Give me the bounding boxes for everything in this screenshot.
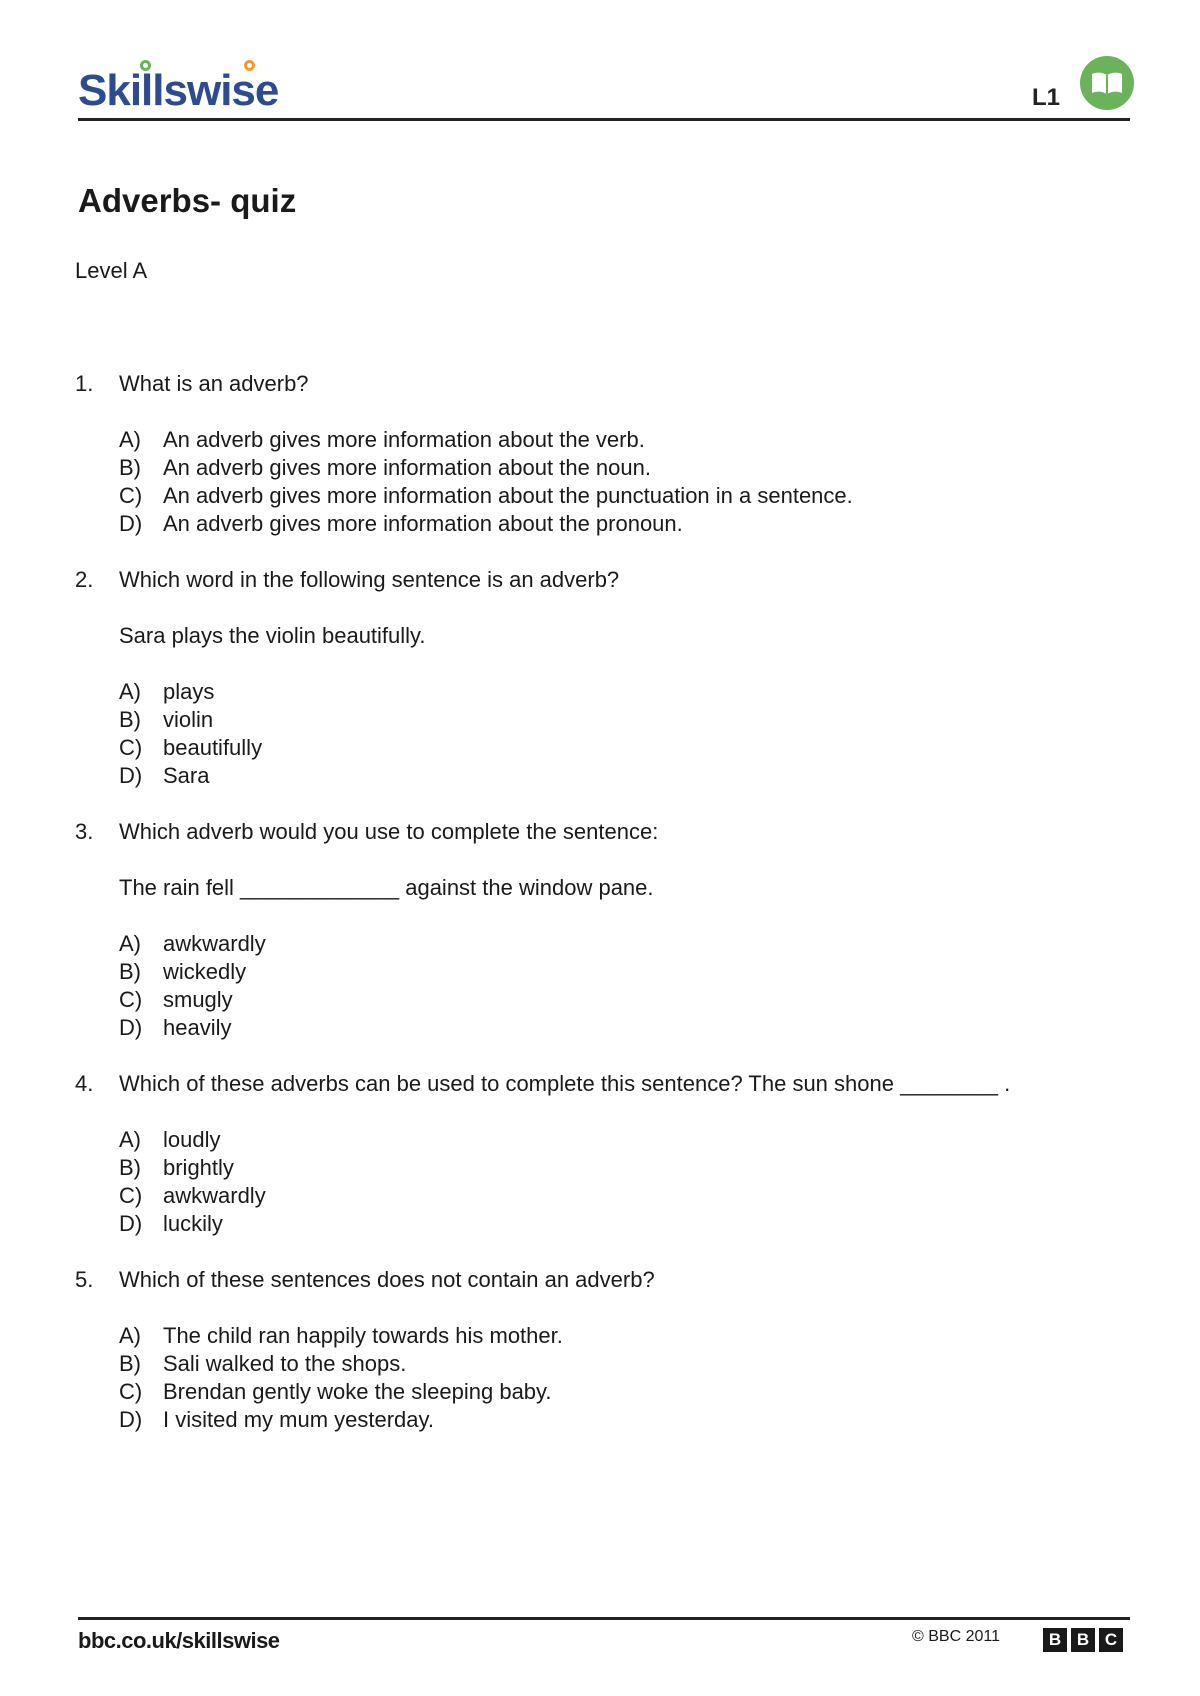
answer-option <box>119 986 1135 1014</box>
option-text: An adverb gives more information about the punctuation in a sentence. <box>163 483 853 508</box>
question-text: Which word in the following sentence is an adverb? <box>119 567 620 592</box>
question-number: 2. <box>75 567 94 592</box>
example-sentence: Sara plays the violin beautifully. <box>119 623 426 648</box>
option-letter: B) <box>119 1155 141 1180</box>
question-4 <box>75 1070 1135 1238</box>
question-text: Which of these adverbs can be used to complete this sentence? The sun shone ________ . <box>119 1071 1011 1096</box>
question-1 <box>75 370 1135 538</box>
option-text: The child ran happily towards his mother. <box>163 1323 563 1348</box>
question-text: Which of these sentences does not contain an adverb? <box>119 1267 655 1292</box>
option-text: Sali walked to the shops. <box>163 1351 407 1376</box>
option-text: plays <box>163 679 215 704</box>
header-divider <box>78 118 1130 121</box>
question-2 <box>75 566 1135 790</box>
question-5 <box>75 1266 1135 1434</box>
page-title: Adverbs- quiz <box>78 182 297 219</box>
answer-option <box>119 958 1135 986</box>
question-number: 3. <box>75 819 94 844</box>
option-letter: B) <box>119 707 141 732</box>
question-text: What is an adverb? <box>119 371 309 396</box>
option-text: brightly <box>163 1155 234 1180</box>
option-letter: B) <box>119 959 141 984</box>
question-number: 5. <box>75 1267 94 1292</box>
option-text: wickedly <box>163 959 247 984</box>
bbc-block: B <box>1043 1628 1067 1652</box>
option-letter: C) <box>119 735 143 760</box>
answer-option <box>119 1322 1135 1350</box>
footer-url: bbc.co.uk/skillswise <box>78 1628 280 1653</box>
answer-option <box>119 734 1135 762</box>
option-text: An adverb gives more information about the noun. <box>163 455 651 480</box>
answer-options <box>119 1126 1135 1238</box>
option-letter: C) <box>119 987 143 1012</box>
quiz-questions <box>75 370 1135 1462</box>
option-text: Sara <box>163 763 210 788</box>
question-number: 4. <box>75 1071 94 1096</box>
option-letter: A) <box>119 1127 141 1152</box>
question-3 <box>75 818 1135 1042</box>
option-letter: A) <box>119 427 141 452</box>
option-letter: B) <box>119 455 141 480</box>
answer-options <box>119 930 1135 1042</box>
logo-orange-dot <box>244 60 255 71</box>
option-letter: C) <box>119 483 143 508</box>
answer-options <box>119 678 1135 790</box>
option-letter: A) <box>119 679 141 704</box>
option-text: beautifully <box>163 735 263 760</box>
footer-divider <box>78 1617 1130 1620</box>
answer-option <box>119 454 1135 482</box>
answer-option <box>119 1014 1135 1042</box>
answer-option <box>119 482 1135 510</box>
answer-option <box>119 1154 1135 1182</box>
logo-text: Skillswise <box>78 66 279 115</box>
answer-option <box>119 930 1135 958</box>
option-letter: B) <box>119 1351 141 1376</box>
option-text: awkwardly <box>163 1183 266 1208</box>
answer-options <box>119 1322 1135 1434</box>
option-text: An adverb gives more information about the verb. <box>163 427 645 452</box>
bbc-logo <box>1043 1628 1123 1652</box>
answer-option <box>119 1378 1135 1406</box>
answer-option <box>119 1350 1135 1378</box>
level-subtitle: Level A <box>75 258 148 283</box>
answer-option <box>119 1182 1135 1210</box>
option-text: smugly <box>163 987 233 1012</box>
bbc-block: B <box>1071 1628 1095 1652</box>
logo-green-dot <box>140 60 151 71</box>
option-letter: A) <box>119 1323 141 1348</box>
footer-copyright: © BBC 2011 <box>912 1628 1000 1645</box>
answer-options <box>119 426 1135 538</box>
answer-option <box>119 1210 1135 1238</box>
option-letter: D) <box>119 1015 143 1040</box>
answer-option <box>119 706 1135 734</box>
option-text: Brendan gently woke the sleeping baby. <box>163 1379 552 1404</box>
option-text: violin <box>163 707 214 732</box>
option-letter: D) <box>119 511 143 536</box>
option-text: I visited my mum yesterday. <box>163 1407 434 1432</box>
option-text: luckily <box>163 1211 223 1236</box>
question-number: 1. <box>75 371 94 396</box>
answer-option <box>119 678 1135 706</box>
option-text: An adverb gives more information about the pronoun. <box>163 511 683 536</box>
answer-option <box>119 1406 1135 1434</box>
answer-option <box>119 426 1135 454</box>
option-letter: C) <box>119 1183 143 1208</box>
answer-option <box>119 762 1135 790</box>
option-letter: A) <box>119 931 141 956</box>
option-text: heavily <box>163 1015 232 1040</box>
answer-option <box>119 1126 1135 1154</box>
option-letter: C) <box>119 1379 143 1404</box>
level-label: L1 <box>1032 84 1061 111</box>
option-letter: D) <box>119 1211 143 1236</box>
bbc-block: C <box>1099 1628 1123 1652</box>
option-letter: D) <box>119 1407 143 1432</box>
option-text: awkwardly <box>163 931 266 956</box>
question-text: Which adverb would you use to complete the sentence: <box>119 819 659 844</box>
option-letter: D) <box>119 763 143 788</box>
option-text: loudly <box>163 1127 221 1152</box>
example-sentence: The rain fell _____________ against the window pane. <box>119 875 654 900</box>
skillswise-logo <box>78 56 318 116</box>
open-book-icon <box>1080 56 1134 110</box>
answer-option <box>119 510 1135 538</box>
